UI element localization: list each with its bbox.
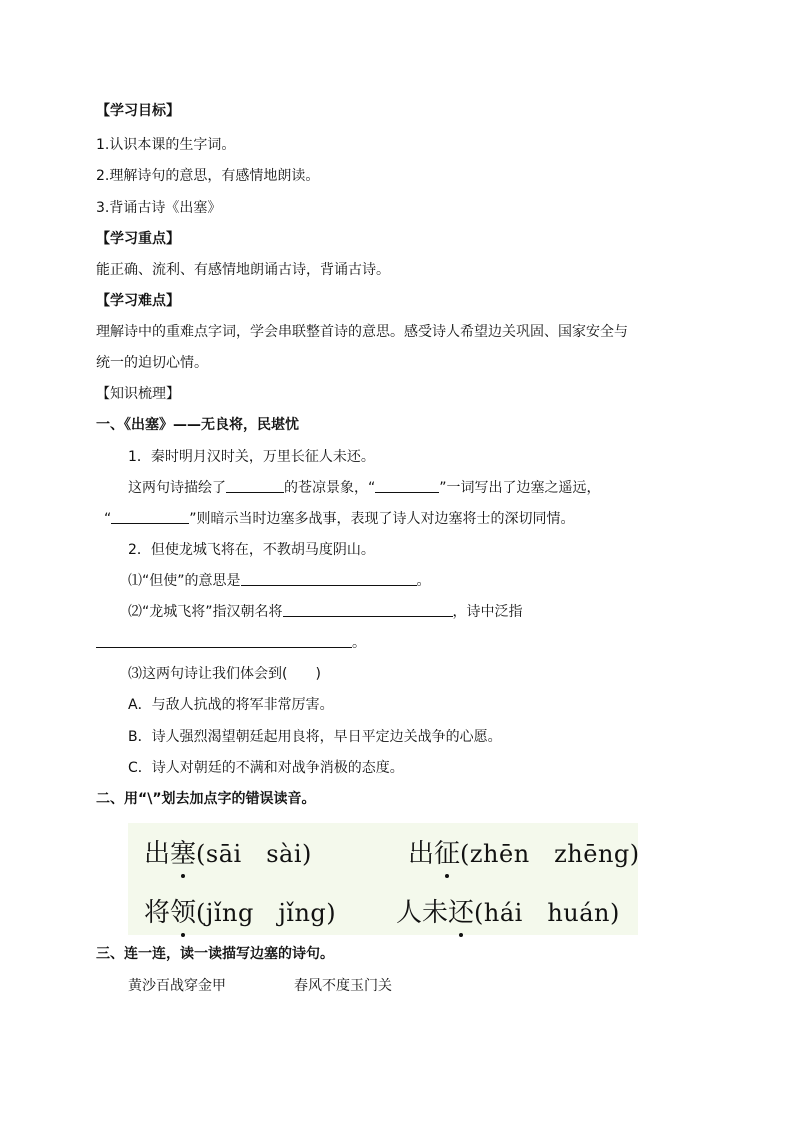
- pinyin-item-1: [144, 833, 312, 870]
- option-a[interactable]: A．与敌人抗战的将军非常厉害。: [128, 697, 334, 713]
- item-4-pinyin[interactable]: (hái huán): [474, 899, 620, 927]
- difficulty-header: 【学习难点】: [96, 293, 180, 309]
- pinyin-item-2: [408, 833, 640, 870]
- goals-header: 【学习目标】: [96, 103, 180, 119]
- part1-title: 一、《出塞》——无良将，民堪忧: [96, 417, 299, 433]
- item-2-dotted-char: 征: [434, 839, 461, 869]
- q2-sub2-text-b: ，诗中泛指: [452, 604, 523, 620]
- q1-text-e: ”则暗示当时边塞多战事，表现了诗人对边塞将士的深切同情。: [189, 511, 575, 527]
- item-3-pre: 将: [144, 898, 171, 928]
- q1-text-c: ”一词写出了边塞之遥远，: [439, 480, 601, 496]
- q1-blank-2[interactable]: [375, 478, 439, 493]
- item-3-dotted-char: 领: [170, 898, 197, 928]
- match-left-1[interactable]: 黄沙百战穿金甲: [128, 978, 226, 994]
- pinyin-item-3: [144, 892, 336, 929]
- option-b[interactable]: B．诗人强烈渴望朝廷起用良将，早日平定边关战争的心愿。: [128, 729, 502, 745]
- item-1-pre: 出: [144, 839, 171, 869]
- q1-blank-1[interactable]: [226, 478, 284, 493]
- q2-sub2-blank-2[interactable]: [96, 633, 352, 648]
- match-right-1[interactable]: 春风不度玉门关: [294, 978, 392, 994]
- item-3-pinyin[interactable]: (jǐng jǐng): [196, 899, 337, 927]
- q2-sub2-blank-1[interactable]: [283, 602, 453, 617]
- difficulty-line-1: 理解诗中的重难点字词，学会串联整首诗的意思。感受诗人希望边关巩固、国家安全与: [96, 324, 628, 340]
- q1-text-b: 的苍凉景象，“: [284, 480, 376, 496]
- pinyin-box: [128, 823, 638, 935]
- knowledge-header: 【知识梳理】: [96, 386, 180, 402]
- item-4-dotted-char: 还: [448, 898, 475, 928]
- item-4-pre: 人未: [396, 898, 449, 928]
- q2-line: 2．但使龙城飞将在，不教胡马度阴山。: [128, 542, 375, 558]
- goal-1: 1.认识本课的生字词。: [96, 137, 236, 153]
- item-2-pinyin[interactable]: (zhēn zhēng): [460, 840, 640, 868]
- difficulty-line-2: 统一的迫切心情。: [96, 355, 208, 371]
- q2-sub2-text: ⑵“龙城飞将”指汉朝名将: [128, 604, 283, 620]
- q1-line: 1．秦时明月汉时关，万里长征人未还。: [128, 449, 375, 465]
- goal-2: 2.理解诗句的意思，有感情地朗读。: [96, 168, 320, 184]
- q1-text-d: “: [104, 511, 112, 527]
- q1-text-row-2: [104, 509, 575, 529]
- q2-sub1: [128, 571, 431, 591]
- q1-blank-3[interactable]: [111, 509, 189, 524]
- q2-sub1-end: 。: [416, 573, 431, 589]
- option-c[interactable]: C．诗人对朝廷的不满和对战争消极的态度。: [128, 760, 404, 776]
- part2-title: 二、用“\”划去加点字的错误读音。: [96, 791, 316, 807]
- q2-sub1-blank[interactable]: [241, 571, 417, 586]
- q1-text-a: 这两句诗描绘了: [128, 480, 226, 496]
- key-header: 【学习重点】: [96, 231, 180, 247]
- item-1-pinyin[interactable]: (sāi sài): [196, 840, 312, 868]
- q1-text-row-1: [128, 478, 601, 498]
- q2-sub2: [128, 602, 523, 622]
- pinyin-item-4: [396, 892, 620, 929]
- q2-sub1-text: ⑴“但使”的意思是: [128, 573, 241, 589]
- key-text: 能正确、流利、有感情地朗诵古诗，背诵古诗。: [96, 262, 390, 278]
- q2-sub2-continuation: [96, 633, 366, 653]
- q2-sub3: ⑶这两句诗让我们体会到( ): [128, 666, 321, 682]
- part3-title: 三、连一连，读一读描写边塞的诗句。: [96, 946, 334, 962]
- goal-3: 3.背诵古诗《出塞》: [96, 200, 222, 216]
- item-2-pre: 出: [408, 839, 435, 869]
- item-1-dotted-char: 塞: [170, 839, 197, 869]
- q2-sub2-end: 。: [352, 635, 366, 651]
